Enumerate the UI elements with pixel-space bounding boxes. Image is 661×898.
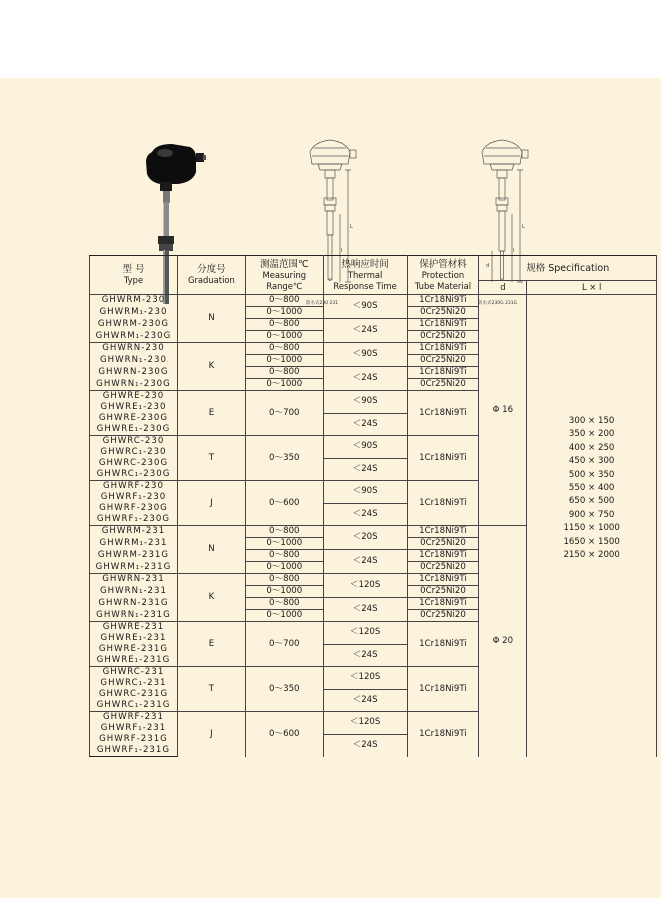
model-cell: GHWRN₁-230G bbox=[90, 379, 178, 391]
header-graduation: 分度号 Graduation bbox=[177, 256, 245, 295]
response-cell: ＜90S bbox=[323, 436, 407, 459]
material-cell: 1Cr18Ni9Ti bbox=[407, 481, 479, 526]
dim-label-l: l bbox=[341, 248, 343, 254]
model-cell: GHWRE₁-231 bbox=[90, 633, 178, 644]
response-cell: ＜24S bbox=[323, 319, 407, 343]
model-cell: GHWRC₁-231G bbox=[90, 700, 178, 712]
material-cell: 1Cr18Ni9Ti bbox=[407, 526, 479, 538]
response-cell: ＜20S bbox=[323, 526, 407, 550]
size-value: 500 × 350 bbox=[568, 469, 615, 480]
material-cell: 1Cr18Ni9Ti bbox=[407, 295, 479, 307]
range-cell: 0～350 bbox=[245, 667, 323, 712]
material-cell: 1Cr18Ni9Ti bbox=[407, 598, 479, 610]
table-row bbox=[90, 295, 657, 307]
response-cell: ＜90S bbox=[323, 295, 407, 319]
response-cell: ＜24S bbox=[323, 598, 407, 622]
response-cell: ＜120S bbox=[323, 622, 407, 645]
model-cell: GHWRF-231 bbox=[90, 712, 178, 724]
model-cell: GHWRE₁-231G bbox=[90, 655, 178, 667]
material-cell: 1Cr18Ni9Ti bbox=[407, 436, 479, 481]
material-cell: 1Cr18Ni9Ti bbox=[407, 667, 479, 712]
graduation-cell: J bbox=[177, 712, 245, 757]
range-cell: 0～800 bbox=[245, 295, 323, 307]
graduation-cell: E bbox=[177, 622, 245, 667]
range-cell: 0～800 bbox=[245, 319, 323, 331]
diameter-cell: Φ 16 bbox=[479, 295, 527, 526]
model-cell: GHWRC-230 bbox=[90, 436, 178, 448]
header-spec-lxl: L × l bbox=[527, 281, 657, 295]
response-cell: ＜90S bbox=[323, 391, 407, 414]
response-cell: ＜24S bbox=[323, 367, 407, 391]
size-value: 2150 × 2000 bbox=[563, 550, 620, 561]
range-cell: 0～1000 bbox=[245, 307, 323, 319]
header-range: 测温范围℃ Measuring Range℃ bbox=[245, 256, 323, 295]
dim-label-l-2: l bbox=[513, 248, 515, 254]
size-value: 450 × 300 bbox=[568, 456, 615, 467]
response-cell: ＜120S bbox=[323, 712, 407, 735]
response-cell: ＜90S bbox=[323, 343, 407, 367]
graduation-cell: K bbox=[177, 343, 245, 391]
size-value: 1150 × 1000 bbox=[563, 523, 620, 534]
response-cell: ＜24S bbox=[323, 503, 407, 526]
model-cell: GHWRE-230G bbox=[90, 413, 178, 424]
response-cell: ＜24S bbox=[323, 550, 407, 574]
model-cell: GHWRE₁-230 bbox=[90, 402, 178, 413]
model-cell: GHWRM-231G bbox=[90, 550, 178, 562]
material-cell: 0Cr25Ni20 bbox=[407, 586, 479, 598]
model-cell: GHWRM₁-230 bbox=[90, 307, 178, 319]
header-specification: 规格 Specification bbox=[479, 256, 657, 281]
drawing1-caption: 防水式230 231 bbox=[306, 301, 339, 306]
material-cell: 1Cr18Ni9Ti bbox=[407, 712, 479, 757]
range-cell: 0～1000 bbox=[245, 610, 323, 622]
range-cell: 0～800 bbox=[245, 343, 323, 355]
graduation-cell: J bbox=[177, 481, 245, 526]
range-cell: 0～1000 bbox=[245, 538, 323, 550]
response-cell: ＜90S bbox=[323, 481, 407, 504]
size-value: 400 × 250 bbox=[568, 442, 615, 453]
response-cell: ＜24S bbox=[323, 458, 407, 481]
material-cell: 0Cr25Ni20 bbox=[407, 610, 479, 622]
model-cell: GHWRF₁-231G bbox=[90, 745, 178, 757]
range-cell: 0～800 bbox=[245, 598, 323, 610]
graduation-cell: N bbox=[177, 526, 245, 574]
material-cell: 1Cr18Ni9Ti bbox=[407, 622, 479, 667]
graduation-cell: K bbox=[177, 574, 245, 622]
model-cell: GHWRN-230G bbox=[90, 367, 178, 379]
material-cell: 0Cr25Ni20 bbox=[407, 538, 479, 550]
material-cell: 0Cr25Ni20 bbox=[407, 355, 479, 367]
graduation-cell: T bbox=[177, 667, 245, 712]
model-cell: GHWRF-231G bbox=[90, 734, 178, 745]
header-response: 热响应时间 Thermal Response Time bbox=[323, 256, 407, 295]
model-cell: GHWRM-230 bbox=[90, 295, 178, 307]
response-cell: ＜24S bbox=[323, 644, 407, 667]
range-cell: 0～600 bbox=[245, 481, 323, 526]
model-cell: GHWRN₁-230 bbox=[90, 355, 178, 367]
range-cell: 0～350 bbox=[245, 436, 323, 481]
response-cell: ＜24S bbox=[323, 734, 407, 757]
size-value: 900 × 750 bbox=[568, 509, 615, 520]
range-cell: 0～800 bbox=[245, 574, 323, 586]
model-cell: GHWRF-230G bbox=[90, 503, 178, 514]
range-cell: 0～800 bbox=[245, 367, 323, 379]
response-cell: ＜120S bbox=[323, 574, 407, 598]
model-cell: GHWRE-231G bbox=[90, 644, 178, 655]
sizes-cell bbox=[527, 295, 657, 757]
material-cell: 1Cr18Ni9Ti bbox=[407, 343, 479, 355]
model-cell: GHWRN-231 bbox=[90, 574, 178, 586]
header-spec-d: d bbox=[479, 281, 527, 295]
diameter-cell: Φ 20 bbox=[479, 526, 527, 757]
dim-label-L-2: L bbox=[522, 224, 525, 230]
dim-label-L: L bbox=[350, 224, 353, 230]
header-type: 型 号 Type bbox=[90, 256, 178, 295]
drawing2-caption: 防水式230G 231G bbox=[478, 301, 518, 306]
model-cell: GHWRM₁-230G bbox=[90, 331, 178, 343]
model-cell: GHWRM-230G bbox=[90, 319, 178, 331]
range-cell: 0～1000 bbox=[245, 355, 323, 367]
model-cell: GHWRE-230 bbox=[90, 391, 178, 403]
model-cell: GHWRN-230 bbox=[90, 343, 178, 355]
dim-label-d: d bbox=[486, 263, 490, 269]
range-cell: 0～700 bbox=[245, 391, 323, 436]
material-cell: 1Cr18Ni9Ti bbox=[407, 319, 479, 331]
material-cell: 1Cr18Ni9Ti bbox=[407, 367, 479, 379]
material-cell: 0Cr25Ni20 bbox=[407, 307, 479, 319]
model-cell: GHWRF-230 bbox=[90, 481, 178, 493]
response-cell: ＜24S bbox=[323, 689, 407, 712]
size-value: 300 × 150 bbox=[568, 416, 615, 426]
material-cell: 0Cr25Ni20 bbox=[407, 562, 479, 574]
range-cell: 0～800 bbox=[245, 526, 323, 538]
model-cell: GHWRC₁-231 bbox=[90, 678, 178, 689]
model-cell: GHWRM-231 bbox=[90, 526, 178, 538]
range-cell: 0～1000 bbox=[245, 562, 323, 574]
spec-table bbox=[89, 255, 657, 757]
model-cell: GHWRN-231G bbox=[90, 598, 178, 610]
range-cell: 0～800 bbox=[245, 550, 323, 562]
range-cell: 0～1000 bbox=[245, 379, 323, 391]
size-value: 650 × 500 bbox=[568, 496, 615, 507]
model-cell: GHWRN₁-231 bbox=[90, 586, 178, 598]
model-cell: GHWRM₁-231G bbox=[90, 562, 178, 574]
model-cell: GHWRE₁-230G bbox=[90, 424, 178, 436]
size-value: 350 × 200 bbox=[568, 429, 615, 440]
model-cell: GHWRF₁-230G bbox=[90, 514, 178, 526]
model-cell: GHWRC-231 bbox=[90, 667, 178, 679]
model-cell: GHWRF₁-231 bbox=[90, 723, 178, 734]
graduation-cell: E bbox=[177, 391, 245, 436]
range-cell: 0～1000 bbox=[245, 331, 323, 343]
material-cell: 0Cr25Ni20 bbox=[407, 379, 479, 391]
material-cell: 1Cr18Ni9Ti bbox=[407, 391, 479, 436]
model-cell: GHWRC₁-230G bbox=[90, 469, 178, 481]
model-cell: GHWRN₁-231G bbox=[90, 610, 178, 622]
graduation-cell: T bbox=[177, 436, 245, 481]
model-cell: GHWRC₁-230 bbox=[90, 447, 178, 458]
material-cell: 1Cr18Ni9Ti bbox=[407, 574, 479, 586]
header-material: 保护管材料 Protection Tube Material bbox=[407, 256, 479, 295]
model-cell: GHWRC-230G bbox=[90, 458, 178, 469]
model-cell: GHWRM₁-231 bbox=[90, 538, 178, 550]
model-cell: GHWRF₁-230 bbox=[90, 492, 178, 503]
range-cell: 0～600 bbox=[245, 712, 323, 757]
range-cell: 0～700 bbox=[245, 622, 323, 667]
graduation-cell: N bbox=[177, 295, 245, 343]
response-cell: ＜24S bbox=[323, 413, 407, 436]
model-cell: GHWRE-231 bbox=[90, 622, 178, 634]
material-cell: 0Cr25Ni20 bbox=[407, 331, 479, 343]
model-cell: GHWRC-231G bbox=[90, 689, 178, 700]
response-cell: ＜120S bbox=[323, 667, 407, 690]
range-cell: 0～1000 bbox=[245, 586, 323, 598]
material-cell: 1Cr18Ni9Ti bbox=[407, 550, 479, 562]
size-value: 1650 × 1500 bbox=[563, 536, 620, 547]
size-value: 550 × 400 bbox=[568, 483, 615, 494]
